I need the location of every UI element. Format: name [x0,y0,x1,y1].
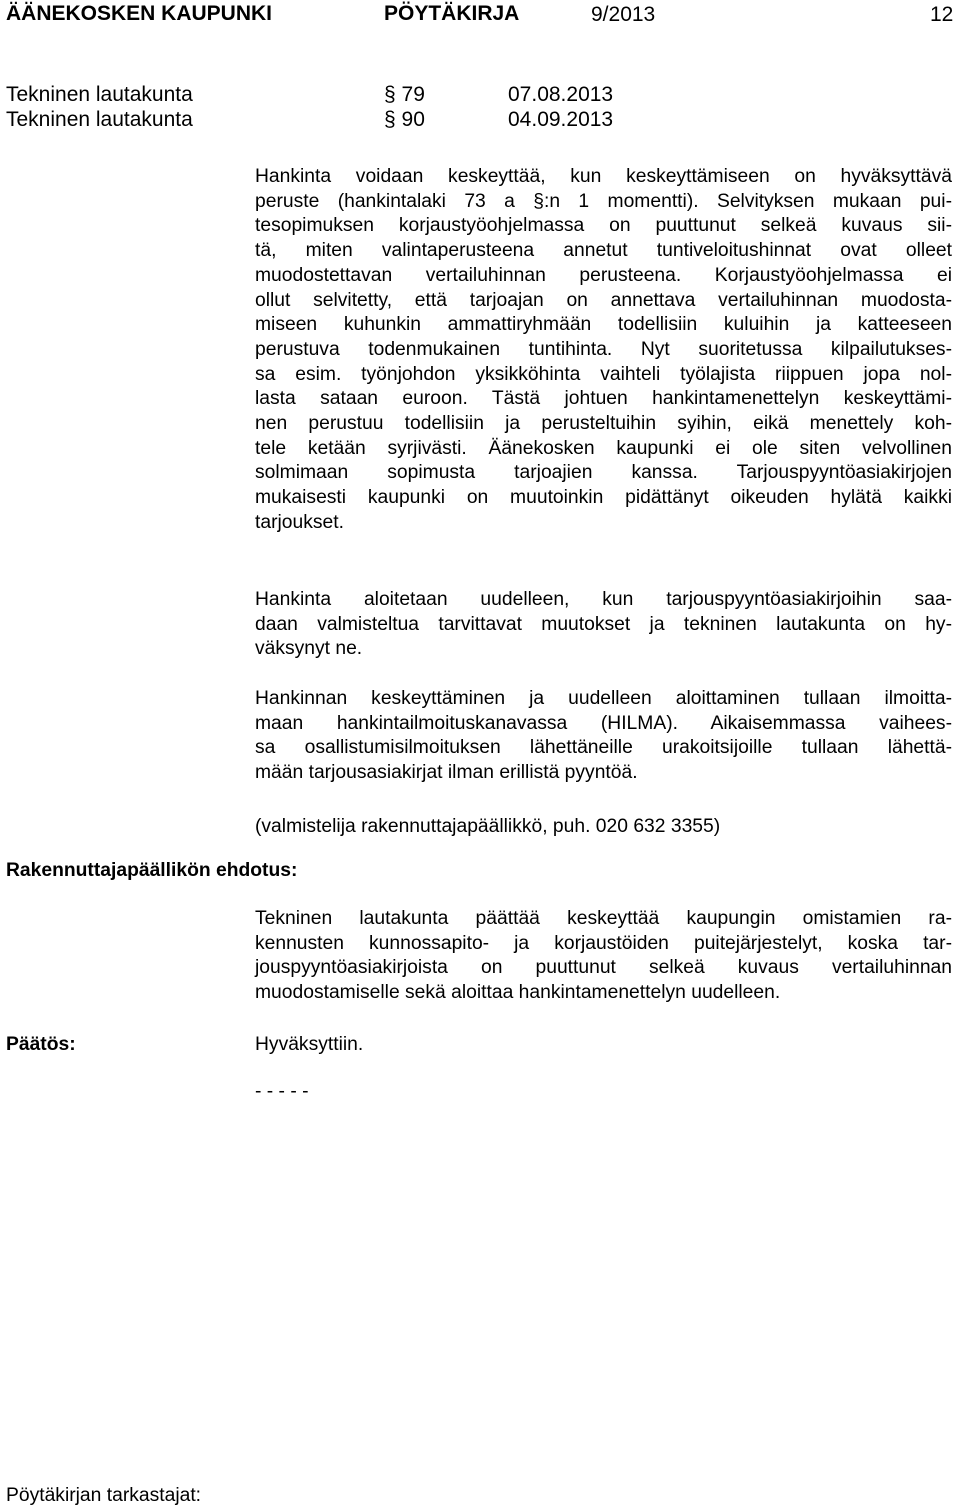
paragraph-line: sa osallistumisilmoituksen lähettäneille urakoitsijoille tullaan lähettä- [255,737,952,759]
paragraph-line: mukaisesti kaupunki on muutoinkin pidättänyt oikeuden hylätä kaikki [255,487,952,509]
paragraph-line: Hankinnan keskeyttäminen ja uudelleen aloittaminen tullaan ilmoitta- [255,688,952,709]
body-paragraph [255,588,952,662]
meeting-date: 04.09.2013 [508,108,614,131]
paragraph-line: perustuva todenmukainen tuntihinta. Nyt suoritetussa kilpailutukses- [255,338,952,360]
paragraph-line: tesopimuksen korjaustyöohjelmassa on puuttunut selkeä kuvaus sii- [255,215,952,237]
paragraph-line: maan hankintailmoituskanavassa (HILMA). Aikaisemmassa vaihees- [255,712,952,734]
body-paragraph [255,165,952,536]
meeting-date: 07.08.2013 [508,83,614,106]
preparer-note: (valmistelija rakennuttajapäällikkö, puh. 020 632 3355) [255,816,721,837]
section-separator: - - - - - [255,1081,309,1102]
document-number: 9/2013 [591,3,656,26]
proposal-line: muodostamiselle sekä aloittaa hankintamenettelyn uudelleen. [255,982,781,1004]
paragraph-line: väksynyt ne. [255,638,363,660]
proposal-label: Rakennuttajapäällikön ehdotus: [6,860,298,881]
document-type: PÖYTÄKIRJA [384,2,520,25]
paragraph-line: Hankinta aloitetaan uudelleen, kun tarjouspyyntöasiakirjoihin saa- [255,589,952,610]
meeting-section: § 79 [384,83,425,106]
paragraph-line: lasta sataan euroon. Tästä johtuen hankintamenettelyn keskeyttämi- [255,388,952,410]
paragraph-line: tele ketään syrjivästi. Äänekosken kaupunki ei ole siten velvollinen [255,437,952,459]
meeting-body: Tekninen lautakunta [6,83,193,106]
paragraph-line: daan valmisteltua tarvittavat muutokset ja tekninen lautakunta on hy- [255,613,952,635]
meeting-section: § 90 [384,108,425,131]
paragraph-line: ollut selvitetty, että tarjoajan on annettava vertailuhinnan muodosta- [255,289,952,311]
paragraph-line: mään tarjousasiakirjat ilman erillistä pyyntöä. [255,762,638,784]
proposal-line: kennusten kunnossapito- ja korjaustöiden puitejärjestelyt, koska tar- [255,932,952,954]
body-paragraph [255,687,952,786]
decision-text: Hyväksyttiin. [255,1034,364,1055]
page-number: 12 [930,3,954,26]
proposal-line: jouspyyntöasiakirjoista on puuttunut selkeä kuvaus vertailuhinnan [255,957,952,979]
paragraph-line: peruste (hankintalaki 73 a §:n 1 momentti). Selvityksen mukaan pui- [255,190,952,212]
organization-name: ÄÄNEKOSKEN KAUPUNKI [6,2,273,25]
paragraph-line: tä, miten valintaperusteena annetut tuntiveloitushinnat ovat olleet [255,240,952,262]
paragraph-line: nen perustuu todellisiin ja perusteltuihin syihin, eikä menettely koh- [255,413,952,435]
paragraph-line: solmimaan sopimusta tarjoajien kanssa. Tarjouspyyntöasiakirjojen [255,462,952,484]
meeting-body: Tekninen lautakunta [6,108,193,131]
proposal-text [255,907,952,1006]
proposal-line: Tekninen lautakunta päättää keskeyttää kaupungin omistamien ra- [255,908,952,929]
decision-label: Päätös: [6,1034,76,1055]
reviewers-label: Pöytäkirjan tarkastajat: [6,1485,202,1506]
paragraph-line: sa esim. työnjohdon yksikköhinta vaihteli työlajista riippuen jopa nol- [255,363,952,385]
paragraph-line: Hankinta voidaan keskeyttää, kun keskeyttämiseen on hyväksyttävä [255,166,952,187]
paragraph-line: miseen kuhunkin ammattiryhmään todellisiin kuluihin ja katteeseen [255,314,952,336]
paragraph-line: muodostettavan vertailuhinnan perusteena. Korjaustyöohjelmassa ei [255,264,952,286]
paragraph-line: tarjoukset. [255,511,344,533]
